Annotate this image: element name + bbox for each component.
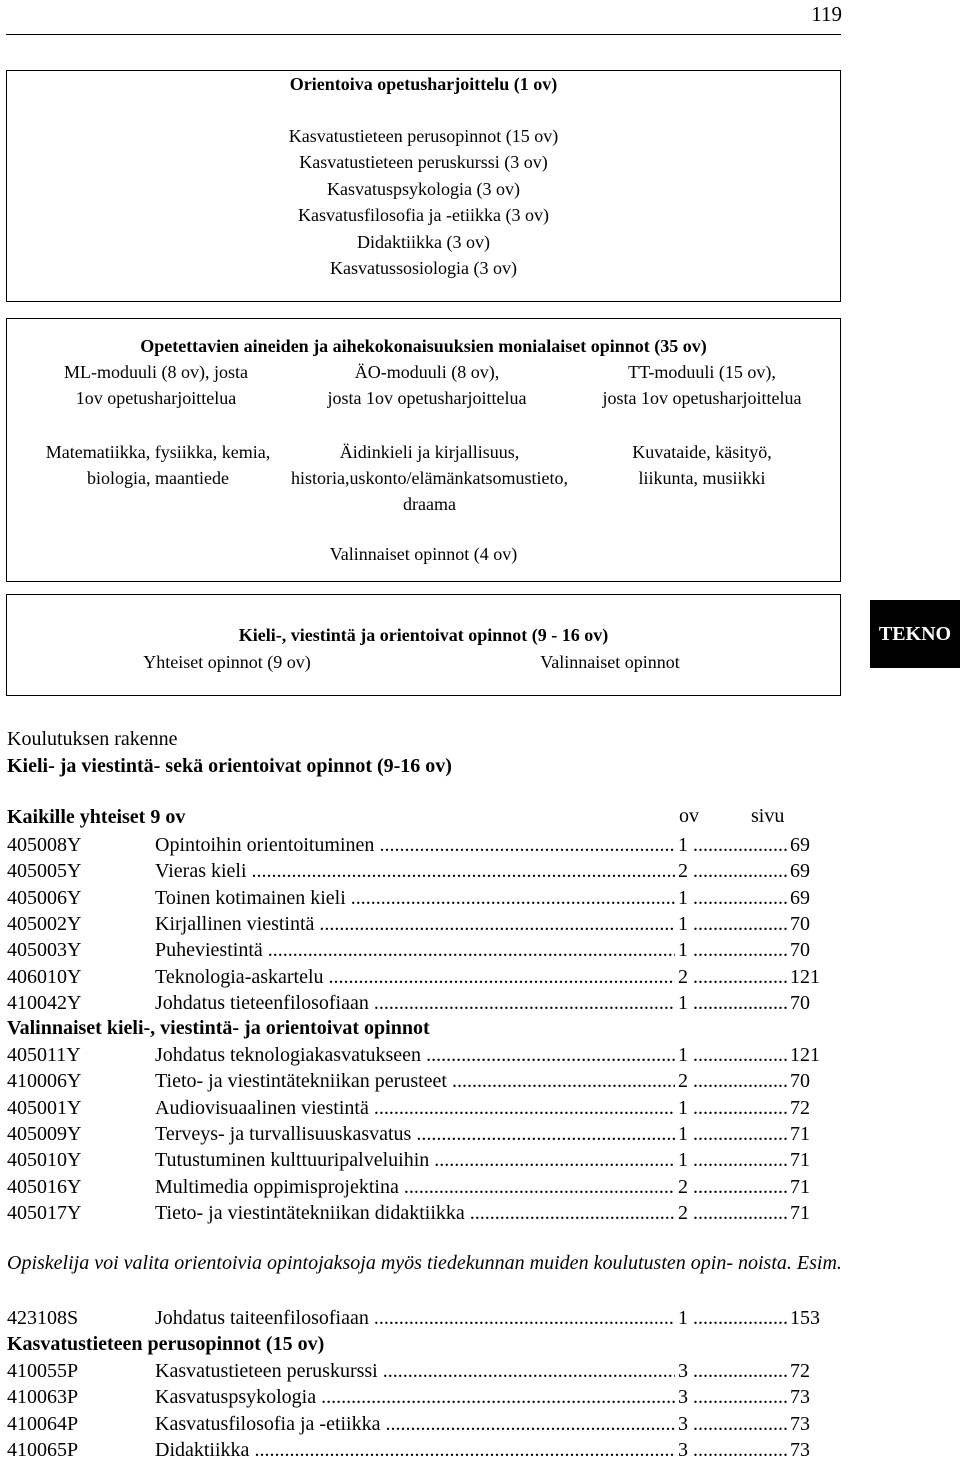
course-row xyxy=(7,858,837,884)
course-page: 71 xyxy=(790,1175,810,1198)
course-name: Johdatus taiteenfilosofiaan ..... xyxy=(155,1307,675,1329)
course-page: 69 xyxy=(790,860,810,883)
course-code: 405002Y xyxy=(7,912,82,935)
course-row xyxy=(7,1068,837,1094)
course-credits-cell xyxy=(678,1200,788,1226)
module-line: 1ov opetusharjoittelua xyxy=(75,388,237,408)
language-elective: Valinnaiset opinnot xyxy=(540,652,680,672)
course-name-cell xyxy=(155,937,675,963)
course-page: 69 xyxy=(790,834,810,856)
course-page: 121 xyxy=(790,965,820,988)
course-page: 73 xyxy=(790,1412,810,1435)
course-code: 405009Y xyxy=(7,1122,82,1145)
course-name: Audiovisuaalinen viestintä ..... xyxy=(155,1097,675,1119)
orientation-line: Kasvatustieteen peruskurssi (3 ov) xyxy=(299,152,548,172)
course-credits-cell xyxy=(678,1305,788,1331)
course-credits: 1 ..... xyxy=(678,1149,788,1171)
course-page: 72 xyxy=(790,1096,810,1119)
course-row xyxy=(7,1121,837,1147)
course-credits: 1 ..... xyxy=(678,939,788,961)
course-name-cell xyxy=(155,832,675,858)
orientation-line: Kasvatusfilosofia ja -etiikka (3 ov) xyxy=(298,205,549,225)
subject-line: historia,uskonto/elämänkatsomustieto, xyxy=(291,468,568,488)
orientation-line: Kasvatustieteen perusopinnot (15 ov) xyxy=(288,126,559,146)
course-name: Johdatus teknologiakasvatukseen ..... xyxy=(155,1044,675,1066)
subject-line: Matematiikka, fysiikka, kemia, xyxy=(45,442,271,462)
course-code: 405006Y xyxy=(7,886,82,909)
page-number: 119 xyxy=(811,2,842,26)
note-text: Opiskelija voi valita orientoivia opintojaksoja myös tiedekunnan muiden koulutusten opin- noista. Esim. xyxy=(7,1252,842,1274)
course-credits: 1 ..... xyxy=(678,1097,788,1119)
course-page: 153 xyxy=(790,1307,820,1329)
course-page: 71 xyxy=(790,1201,810,1224)
course-code: 410064P xyxy=(7,1412,79,1435)
module-ml xyxy=(21,359,291,411)
course-row xyxy=(7,1411,837,1437)
orientation-line: Kasvatussosiologia (3 ov) xyxy=(330,258,517,278)
course-credits: 1 ..... xyxy=(678,1123,788,1145)
course-code: 405010Y xyxy=(7,1149,82,1172)
course-credits: 3 ..... xyxy=(678,1360,788,1382)
course-name-cell xyxy=(155,1411,675,1437)
subjects-tt xyxy=(587,439,817,491)
course-name-cell xyxy=(155,1305,675,1331)
course-credits: 3 ..... xyxy=(678,1413,788,1435)
course-code: 405017Y xyxy=(7,1201,82,1224)
course-name: Kirjallinen viestintä ..... xyxy=(155,913,675,935)
module-tt xyxy=(567,359,837,411)
course-row xyxy=(7,1200,837,1226)
course-code: 410042Y xyxy=(7,991,82,1014)
course-credits-cell xyxy=(678,1437,788,1463)
course-code: 410065P xyxy=(7,1438,79,1461)
course-name: Didaktiikka ..... xyxy=(155,1439,675,1461)
course-name-cell xyxy=(155,1121,675,1147)
course-page: 71 xyxy=(790,1122,810,1145)
course-row xyxy=(7,1384,837,1410)
course-credits: 3 ..... xyxy=(678,1386,788,1408)
course-credits-cell xyxy=(678,1384,788,1410)
course-credits: 1 ..... xyxy=(678,1307,788,1329)
course-page: 73 xyxy=(790,1438,810,1461)
subject-line: draama xyxy=(403,494,456,514)
electives-label: Valinnaiset opinnot (4 ov) xyxy=(329,544,518,564)
course-name-cell xyxy=(155,1437,675,1463)
course-code: 405016Y xyxy=(7,1175,82,1198)
course-page: 70 xyxy=(790,912,810,935)
course-page: 69 xyxy=(790,886,810,909)
course-name: Multimedia oppimisprojektina ..... xyxy=(155,1176,675,1198)
course-row xyxy=(7,832,837,858)
course-credits: 2 ..... xyxy=(678,1070,788,1092)
course-credits: 2 ..... xyxy=(678,860,788,882)
course-name-cell xyxy=(155,1042,675,1068)
course-row xyxy=(7,1095,837,1121)
course-name: Johdatus tieteenfilosofiaan ..... xyxy=(155,992,675,1014)
course-name: Tieto- ja viestintätekniikan didaktiikka ..... xyxy=(155,1202,675,1224)
course-credits-cell xyxy=(678,1095,788,1121)
course-page: 70 xyxy=(790,991,810,1014)
course-code: 410063P xyxy=(7,1386,79,1409)
module-line: ML-moduuli (8 ov), josta xyxy=(64,362,248,382)
course-credits-cell xyxy=(678,990,788,1016)
course-row xyxy=(7,1174,837,1200)
course-credits-cell xyxy=(678,858,788,884)
orientation-title: Orientoiva opetusharjoittelu (1 ov) xyxy=(289,74,558,94)
course-row xyxy=(7,1358,837,1384)
course-name: Teknologia-askartelu ..... xyxy=(155,966,675,988)
course-row xyxy=(7,937,837,963)
course-name: Kasvatustieteen peruskurssi ..... xyxy=(155,1360,675,1382)
course-credits-cell xyxy=(678,1147,788,1173)
course-credits-cell xyxy=(678,1068,788,1094)
course-name-cell xyxy=(155,1095,675,1121)
course-credits-cell xyxy=(678,1174,788,1200)
course-name: Opintoihin orientoituminen ..... xyxy=(155,834,675,856)
course-name: Tutustuminen kulttuuripalveluihin ..... xyxy=(155,1149,675,1171)
common-heading: Kaikille yhteiset 9 ov xyxy=(7,806,186,828)
course-name: Terveys- ja turvallisuuskasvatus ..... xyxy=(155,1123,675,1145)
course-name-cell xyxy=(155,990,675,1016)
course-row xyxy=(7,911,837,937)
course-code: 410055P xyxy=(7,1360,79,1382)
course-name-cell xyxy=(155,1200,675,1226)
course-name: Toinen kotimainen kieli ..... xyxy=(155,887,675,909)
course-credits-cell xyxy=(678,1411,788,1437)
elective-heading: Valinnaiset kieli-, viestintä- ja orientoivat opinnot xyxy=(7,1017,430,1039)
course-page: 73 xyxy=(790,1386,810,1409)
subject-line: Äidinkieli ja kirjallisuus, xyxy=(339,442,520,462)
course-name-cell xyxy=(155,858,675,884)
tekno-tab: TEKNO xyxy=(870,600,960,668)
course-row xyxy=(7,1305,837,1331)
course-page: 72 xyxy=(790,1360,810,1382)
course-code: 405001Y xyxy=(7,1096,82,1119)
section-title: Kieli- ja viestintä- sekä orientoivat opinnot (9-16 ov) xyxy=(7,755,452,777)
course-row xyxy=(7,1147,837,1173)
course-name-cell xyxy=(155,1174,675,1200)
course-credits-cell xyxy=(678,1121,788,1147)
module-line: ÄO-moduuli (8 ov), xyxy=(354,362,500,382)
course-code: 410006Y xyxy=(7,1070,82,1093)
course-credits-cell xyxy=(678,832,788,858)
basics-heading: Kasvatustieteen perusopinnot (15 ov) xyxy=(7,1333,325,1355)
course-name-cell xyxy=(155,1358,675,1384)
multidisciplinary-box xyxy=(6,318,841,582)
language-box xyxy=(6,594,841,696)
course-name-cell xyxy=(155,911,675,937)
course-credits: 3 ..... xyxy=(678,1439,788,1461)
course-name: Puheviestintä ..... xyxy=(155,939,675,961)
subject-line: Kuvataide, käsityö, xyxy=(632,442,772,462)
module-ao xyxy=(297,359,557,411)
course-credits-cell xyxy=(678,964,788,990)
course-credits-cell xyxy=(678,1358,788,1384)
course-name: Vieras kieli ..... xyxy=(155,860,675,882)
course-name-cell xyxy=(155,964,675,990)
subject-line: biologia, maantiede xyxy=(87,468,229,488)
subjects-ao xyxy=(262,439,597,517)
module-line: josta 1ov opetusharjoittelua xyxy=(602,388,802,408)
language-common: Yhteiset opinnot (9 ov) xyxy=(143,652,311,672)
orientation-line: Didaktiikka (3 ov) xyxy=(357,232,490,252)
course-code: 423108S xyxy=(7,1307,79,1329)
module-line: josta 1ov opetusharjoittelua xyxy=(327,388,527,408)
course-row xyxy=(7,1437,837,1463)
course-credits: 2 ..... xyxy=(678,1202,788,1224)
course-name: Kasvatusfilosofia ja -etiikka ..... xyxy=(155,1413,675,1435)
course-code: 405003Y xyxy=(7,939,82,962)
course-credits: 2 ..... xyxy=(678,1176,788,1198)
course-page: 121 xyxy=(790,1044,820,1066)
course-page: 71 xyxy=(790,1149,810,1172)
course-row xyxy=(7,990,837,1016)
orientation-box xyxy=(6,70,841,302)
course-credits-cell xyxy=(678,1042,788,1068)
course-row xyxy=(7,964,837,990)
course-name-cell xyxy=(155,885,675,911)
course-credits: 1 ..... xyxy=(678,1044,788,1066)
course-code: 406010Y xyxy=(7,965,82,988)
course-name: Tieto- ja viestintätekniikan perusteet ..... xyxy=(155,1070,675,1092)
course-credits: 2 ..... xyxy=(678,966,788,988)
course-credits-cell xyxy=(678,937,788,963)
subject-line: liikunta, musiikki xyxy=(638,468,766,488)
course-row xyxy=(7,1042,837,1068)
course-credits: 1 ..... xyxy=(678,992,788,1014)
header-rule xyxy=(6,34,841,35)
course-page: 70 xyxy=(790,1070,810,1093)
course-credits: 1 ..... xyxy=(678,887,788,909)
course-name-cell xyxy=(155,1384,675,1410)
course-code: 405011Y xyxy=(7,1044,81,1066)
course-page: 70 xyxy=(790,939,810,962)
course-code: 405005Y xyxy=(7,860,82,883)
multidisciplinary-title: Opetettavien aineiden ja aihekokonaisuuksien monialaiset opinnot (35 ov) xyxy=(140,336,707,356)
module-line: TT-moduuli (15 ov), xyxy=(628,362,776,382)
course-credits-cell xyxy=(678,911,788,937)
ov-column-header: ov xyxy=(679,805,699,827)
structure-label: Koulutuksen rakenne xyxy=(7,728,178,750)
course-code: 405008Y xyxy=(7,834,82,856)
course-credits: 1 ..... xyxy=(678,834,788,856)
orientation-line: Kasvatuspsykologia (3 ov) xyxy=(327,179,520,199)
course-credits: 1 ..... xyxy=(678,913,788,935)
page-column-header: sivu xyxy=(751,805,785,827)
subjects-ml xyxy=(13,439,303,491)
course-name: Kasvatuspsykologia ..... xyxy=(155,1386,675,1408)
course-row xyxy=(7,885,837,911)
course-name-cell xyxy=(155,1068,675,1094)
course-name-cell xyxy=(155,1147,675,1173)
language-title: Kieli-, viestintä ja orientoivat opinnot (9 - 16 ov) xyxy=(238,625,609,645)
course-credits-cell xyxy=(678,885,788,911)
